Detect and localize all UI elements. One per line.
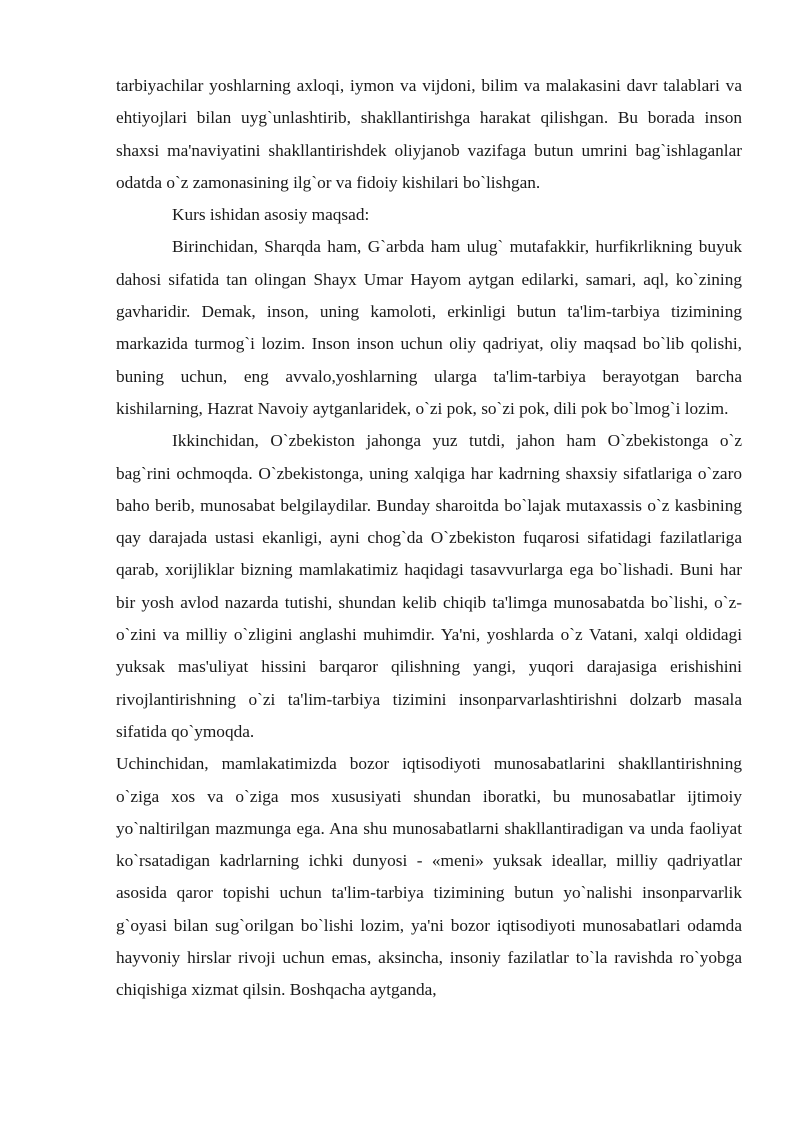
paragraph-course-goal-heading: Kurs ishidan asosiy maqsad: — [172, 205, 370, 225]
paragraph-first-point: Birinchidan, Sharqda ham, G`arbda ham ulug` mutafakkir, hurfikrlikning buyuk dahosi sifatida tan olingan Shayx Umar Hayom aytgan edilarki, samari, aql, ko`zining gavharidir. Demak, inson, uning kamoloti, erkinligi butun ta'lim-tarbiya tizimining markazida turmog`i lozim. Inson inson uchun oliy qadriyat, oliy maqsad bo`lib qolishi, buning uchun, eng avvalo,yoshlarning ularga ta'lim-tarbiya berayotgan barcha kishilarning, Hazrat Navoiy aytganlaridek, o`zi pok, so`zi pok, dili pok bo`lmog`i lozim. — [116, 237, 742, 418]
paragraph-intro-continuation: tarbiyachilar yoshlarning axloqi, iymon va vijdoni, bilim va malakasini davr talablari va ehtiyojlari bilan uyg`unlashtirib, shakllantirishga harakat qilishgan. Bu borada inson shaxsi ma'naviyatini shakllantirishdek oliyjanob vazifaga butun umrini bag`ishlaganlar odatda o`z zamonasining ilg`or va fidoiy kishilari bo`lishgan. — [116, 76, 742, 192]
paragraph-third-point: Uchinchidan, mamlakatimizda bozor iqtisodiyoti munosabatlarini shakllantirishning o`ziga xos va o`ziga mos xususiyati shundan iboratki, bu munosabatlar ijtimoiy yo`naltirilgan mazmunga ega. Ana shu munosabatlarni shakllantiradigan va unda faoliyat ko`rsatadigan kadrlarning ichki dunyosi - «meni» yuksak ideallar, milliy qadriyatlar asosida qaror topishi uchun ta'lim-tarbiya tizimining butun yo`nalishi insonparvarlik g`oyasi bilan sug`orilgan bo`lishi lozim, ya'ni bozor iqtisodiyoti munosabatlari odamda hayvoniy hirslar rivoji uchun emas, aksincha, insoniy fazilatlar to`la ravishda ro`yobga chiqishiga xizmat qilsin. Boshqacha aytganda, — [116, 754, 742, 1000]
paragraph-second-point: Ikkinchidan, O`zbekiston jahonga yuz tutdi, jahon ham O`zbekistonga o`z bag`rini ochmoqda. O`zbekistonga, uning xalqiga har kadrning shaxsiy sifatlariga o`zaro baho berib, munosabat belgilaydilar. Bunday sharoitda bo`lajak mutaxassis o`z kasbining qay darajada ustasi ekanligi, ayni chog`da O`zbekiston fuqarosi sifatidagi fazilatlariga qarab, xorijliklar bizning mamlakatimiz haqidagi tasavvurlarga ega bo`lishadi. Buni har bir yosh avlod nazarda tutishi, shundan kelib chiqib ta'limga munosabatda bo`lishi, o`z-o`zini va milliy o`zligini anglashi muhimdir. Ya'ni, yoshlarda o`z Vatani, xalqi oldidagi yuksak mas'uliyat hissini barqaror qilishning yangi, yuqori darajasiga erishishini rivojlantirishning o`zi ta'lim-tarbiya tizimini insonparvarlashtirishni dolzarb masala sifatida qo`ymoqda. — [116, 431, 742, 741]
document-page — [116, 70, 742, 1007]
